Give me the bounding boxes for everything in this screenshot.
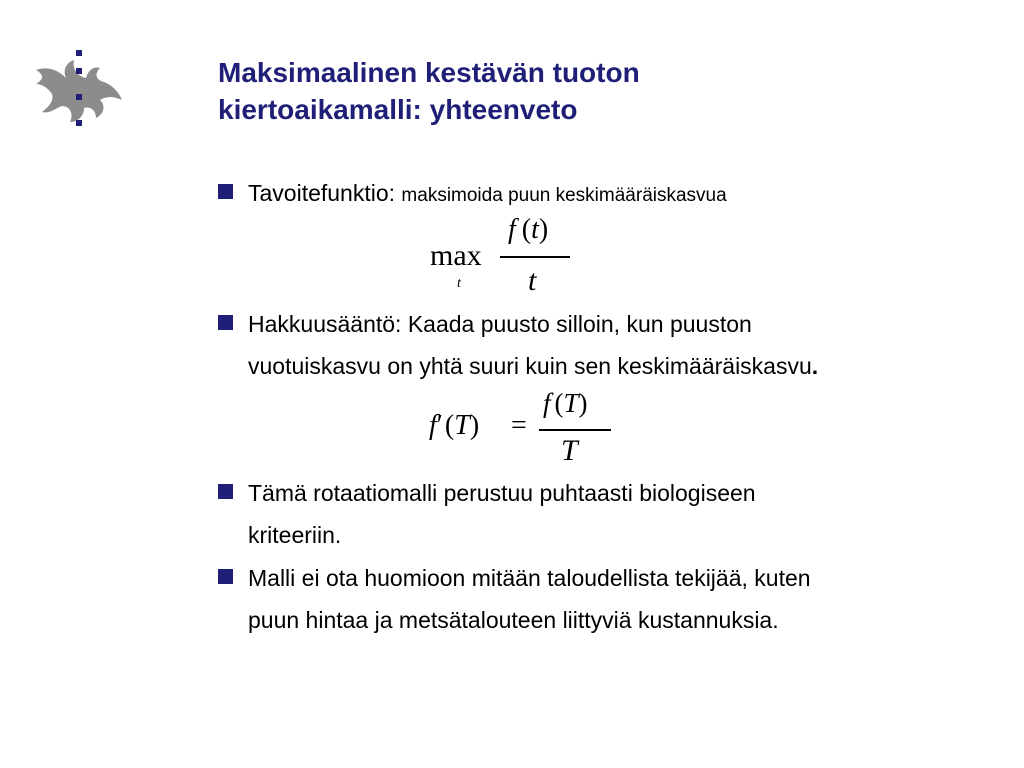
bullet-square-icon xyxy=(218,569,233,584)
denominator: t xyxy=(528,264,537,297)
bullet-text xyxy=(248,557,938,641)
num-f: f xyxy=(508,214,516,245)
max-operator: max xyxy=(430,239,482,272)
logo-square-2 xyxy=(76,68,82,74)
lhs-prime: ′ xyxy=(436,410,443,441)
formula-rotation-condition xyxy=(425,388,625,472)
lhs-open-paren: ( xyxy=(444,410,455,441)
fraction-bar xyxy=(500,256,570,258)
harvest-period: . xyxy=(811,353,819,379)
num-open-paren: ( xyxy=(554,388,564,418)
economic-line-2: puun hintaa ja metsätalouteen liittyviä kustannuksia. xyxy=(248,607,779,633)
bullet-harvest-rule xyxy=(218,303,938,387)
bullet-text xyxy=(248,172,938,217)
bullet-square-icon xyxy=(218,484,233,499)
num-close-paren: ) xyxy=(578,388,588,418)
fraction-bar xyxy=(539,429,611,431)
logo-square-1 xyxy=(76,50,82,56)
economic-line-1: Malli ei ota huomioon mitään taloudellista tekijää, kuten xyxy=(248,565,811,591)
numerator xyxy=(543,388,588,419)
harvest-line-1: Hakkuusääntö: Kaada puusto silloin, kun puuston xyxy=(248,311,752,337)
lhs-f: f xyxy=(429,410,437,441)
bullet-objective xyxy=(218,172,938,217)
logo-square-3 xyxy=(76,94,82,100)
bullet-square-icon xyxy=(218,315,233,330)
lhs-var: T xyxy=(454,410,470,441)
title-line-1: Maksimaalinen kestävän tuoton xyxy=(218,57,640,88)
numerator xyxy=(508,214,548,246)
bullet-economic-factors xyxy=(218,557,938,641)
slide-title xyxy=(218,54,978,128)
num-var: t xyxy=(531,214,539,245)
criterion-line-2: kriteeriin. xyxy=(248,522,342,548)
objective-detail: maksimoida puun keskimääräiskasvua xyxy=(401,185,727,206)
num-f: f xyxy=(543,388,551,418)
num-open-paren: ( xyxy=(521,214,532,245)
bullet-text xyxy=(248,303,938,387)
criterion-line-1: Tämä rotaatiomalli perustuu puhtaasti biologiseen xyxy=(248,480,756,506)
equals-sign: = xyxy=(511,410,527,441)
denominator: T xyxy=(561,434,578,467)
num-close-paren: ) xyxy=(538,214,549,245)
university-flame-logo-icon xyxy=(34,48,126,136)
bullet-square-icon xyxy=(218,184,233,199)
formula-max-ratio xyxy=(420,214,590,304)
bullet-text xyxy=(248,472,938,556)
bullet-biological-criterion xyxy=(218,472,938,556)
max-subscript: t xyxy=(457,276,461,291)
num-var: T xyxy=(563,388,579,418)
objective-lead: Tavoitefunktio: xyxy=(248,180,402,206)
logo-square-4 xyxy=(76,120,82,126)
harvest-line-2: vuotuiskasvu on yhtä suuri kuin sen keskimääräiskasvu xyxy=(248,353,812,379)
lhs xyxy=(429,410,479,442)
title-line-2: kiertoaikamalli: yhteenveto xyxy=(218,94,578,125)
lhs-close-paren: ) xyxy=(469,410,480,441)
